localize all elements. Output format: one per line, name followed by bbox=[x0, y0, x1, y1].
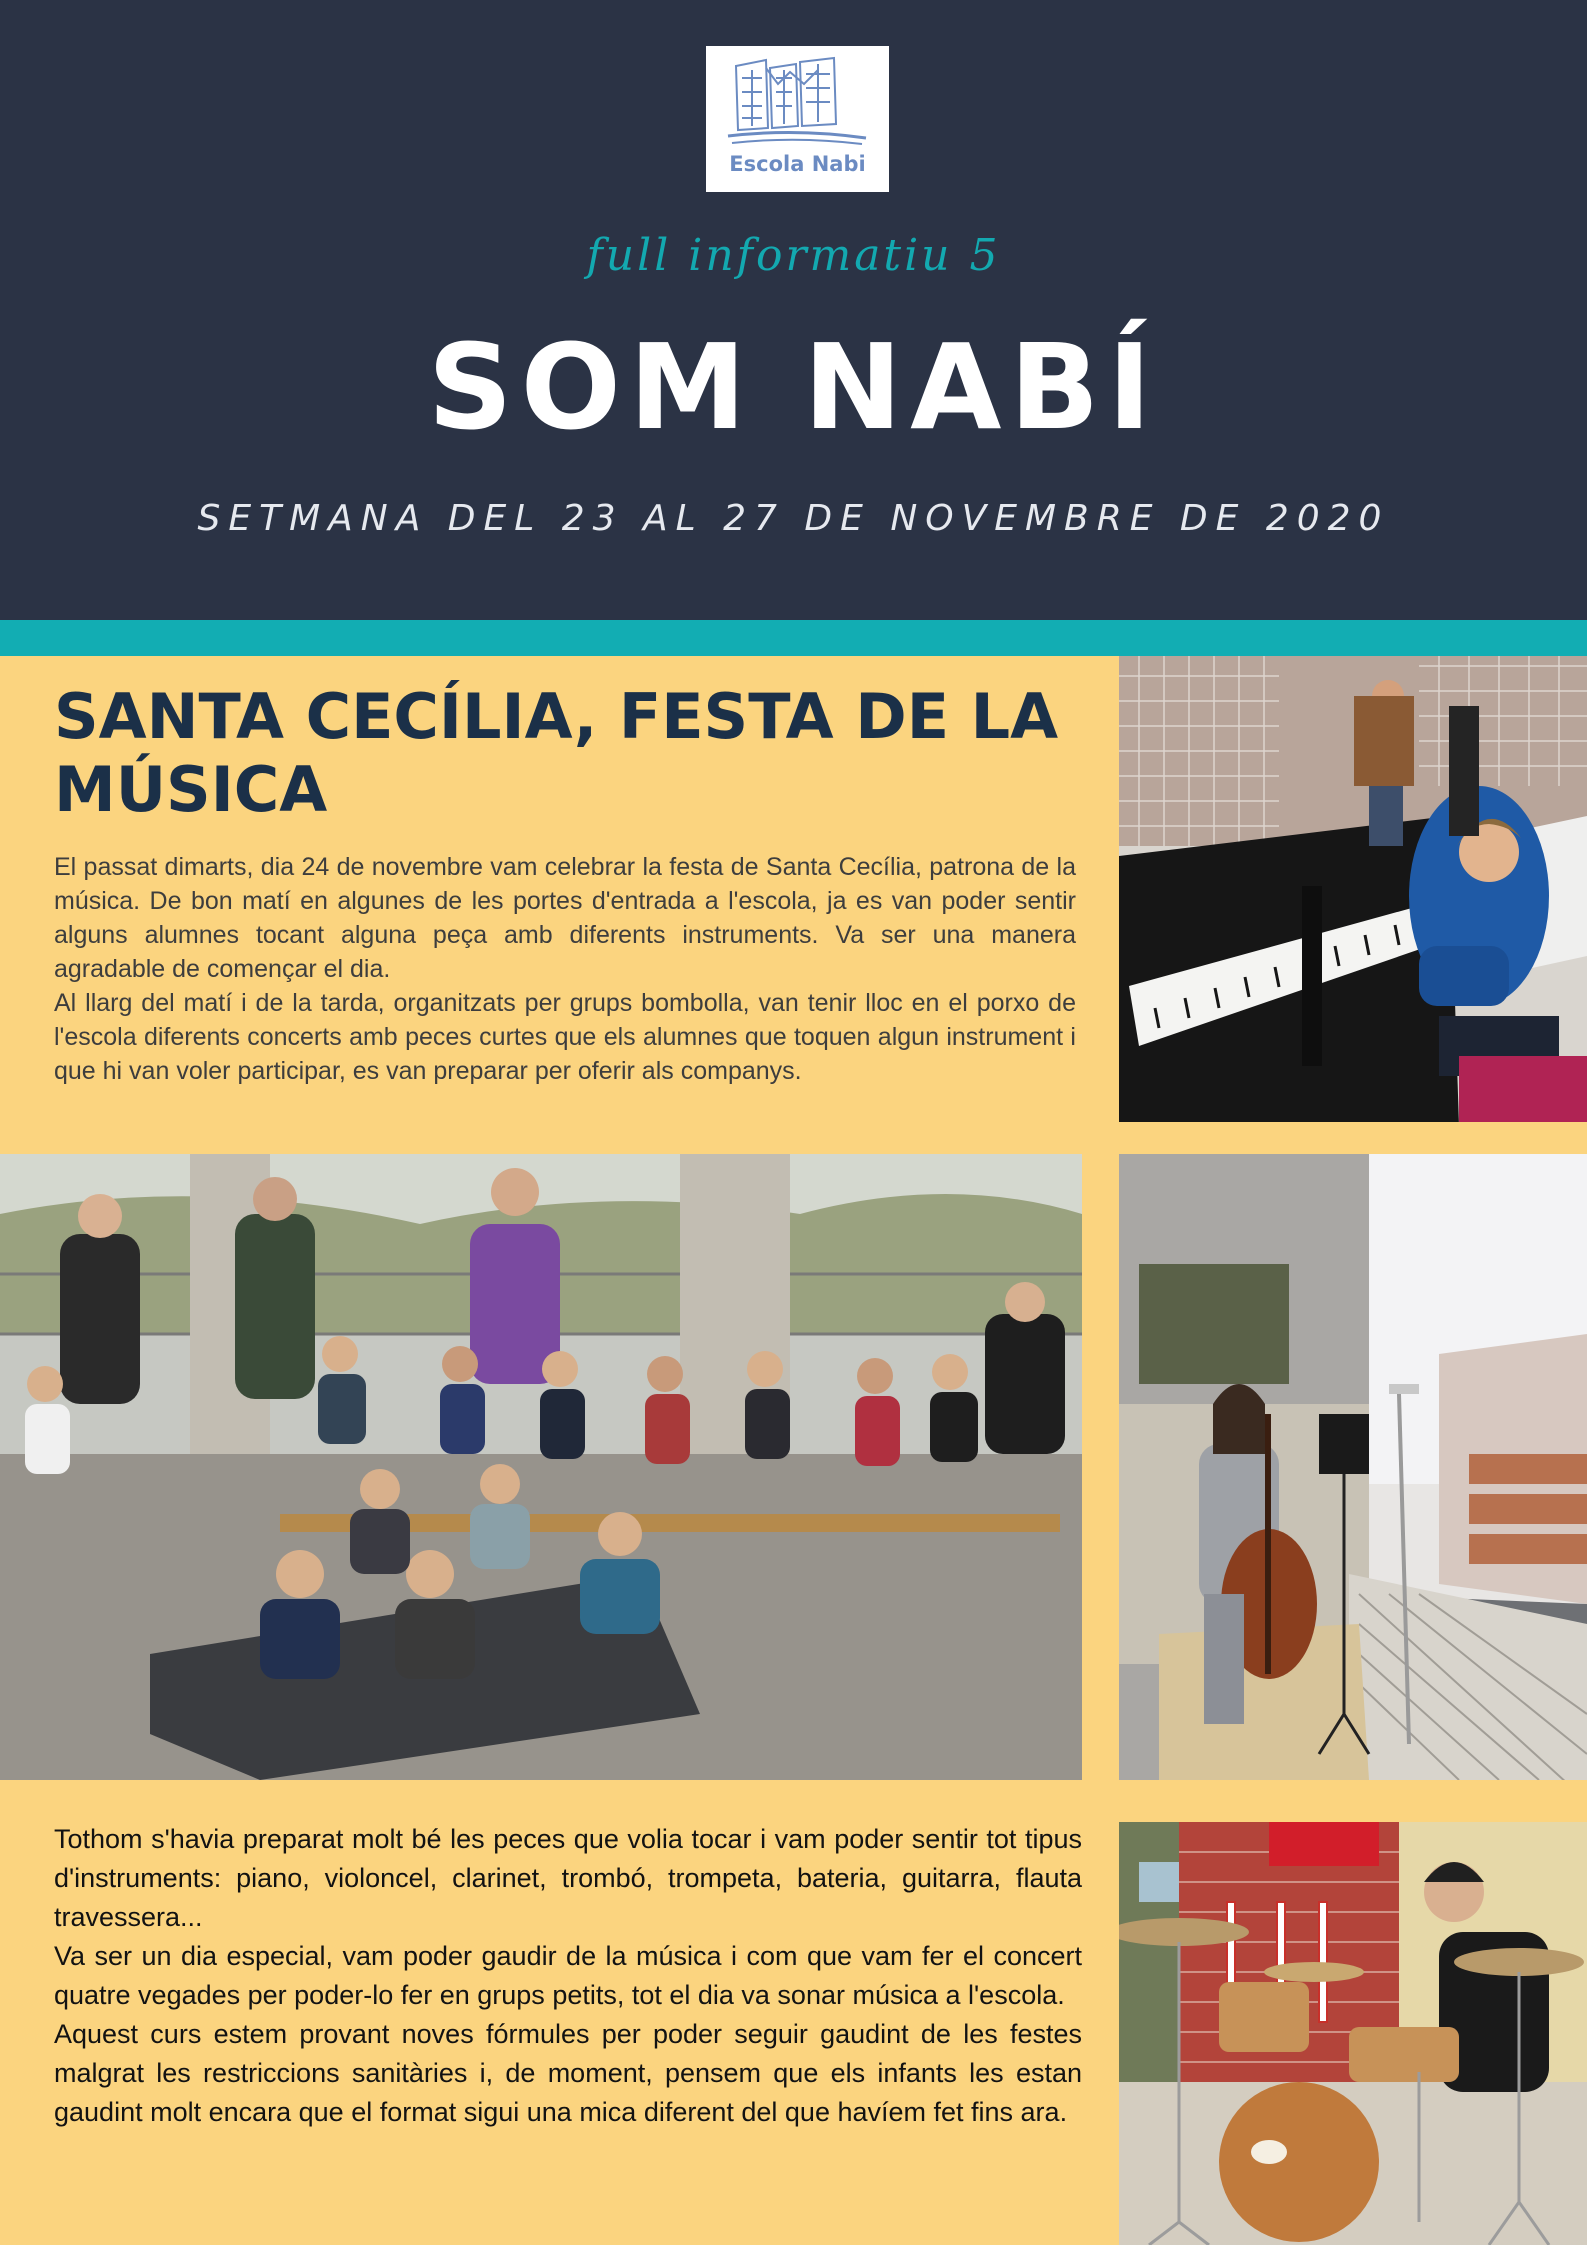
week-date: SETMANA DEL 23 AL 27 DE NOVEMBRE DE 2020 bbox=[197, 498, 1390, 539]
intro-paragraph: El passat dimarts, dia 24 de novembre vam celebrar la festa de Santa Cecília, patrona de la música. De bon matí en algunes de les portes d'entrada a l'escola, ja es van poder sentir alguns alumnes tocant alguna peça amb diferents instruments. Va ser una manera agradable de començar el dia. bbox=[54, 853, 1076, 983]
article-title: SANTA CECÍLIA, FESTA DE LA MÚSICA bbox=[54, 680, 1059, 826]
article-intro bbox=[54, 850, 1076, 1088]
drums-photo bbox=[1119, 1822, 1587, 2245]
body-paragraph: Aquest curs estem provant noves fórmules per poder seguir gaudint de les festes malgrat les restriccions sanitàries i, de moment, pensem que els infants les estan gaudint molt encara que el format sigui una mica diferent del que havíem fet fins ara. bbox=[54, 2019, 1082, 2127]
article-body bbox=[54, 1820, 1082, 2132]
accent-divider bbox=[0, 620, 1587, 656]
intro-paragraph: Al llarg del matí i de la tarda, organitzats per grups bombolla, van tenir lloc en el porxo de l'escola diferents concerts amb peces curtes que els alumnes que toquen algun instrument i que hi van voler participar, es van preparar per oferir als companys. bbox=[54, 989, 1076, 1085]
newsletter-subtitle: full informatiu 5 bbox=[586, 230, 1001, 281]
cello-photo bbox=[1119, 1154, 1587, 1780]
school-logo bbox=[706, 46, 889, 192]
piano-photo bbox=[1119, 656, 1587, 1122]
newsletter-title: SOM NABÍ bbox=[427, 318, 1160, 456]
header-banner bbox=[0, 0, 1587, 620]
children-concert-photo bbox=[0, 1154, 1082, 1780]
building-icon bbox=[726, 54, 869, 150]
body-paragraph: Tothom s'havia preparat molt bé les peces que volia tocar i vam poder sentir tot tipus d'instruments: piano, violoncel, clarinet, trombó, trompeta, bateria, guitarra, flauta travessera... bbox=[54, 1824, 1082, 1932]
body-paragraph: Va ser un dia especial, vam poder gaudir de la música i com que vam fer el concert quatre vegades per poder-lo fer en grups petits, tot el dia va sonar música a l'escola. bbox=[54, 1941, 1082, 2010]
logo-text: Escola Nabi bbox=[729, 152, 866, 176]
